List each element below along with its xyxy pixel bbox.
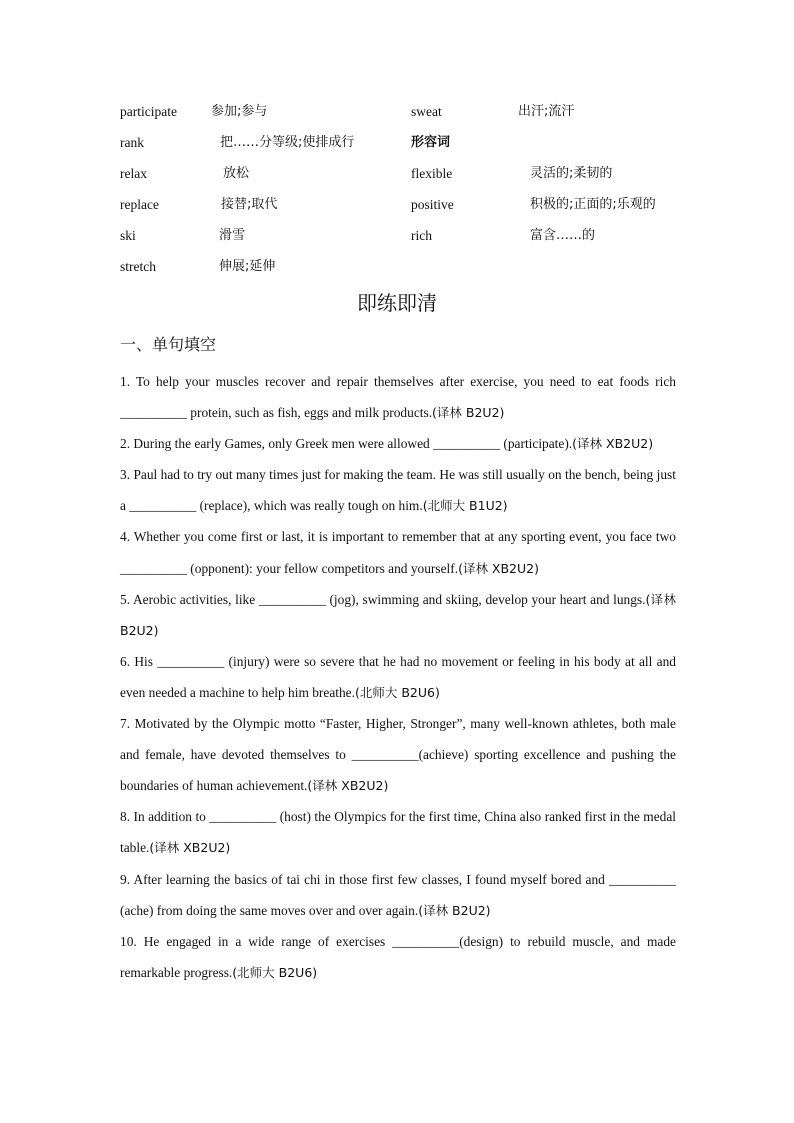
part-of-speech-label: 形容词 xyxy=(411,135,451,150)
vocab-meaning: 伸展;延伸 xyxy=(219,259,276,274)
vocab-word: stretch xyxy=(120,259,156,274)
question-text: 9. After learning the basics of tai chi in those first few classes, I found myself bored and __________ (ache) from doing the same moves over and over again. xyxy=(120,871,676,918)
vocab-word: rich xyxy=(411,228,432,243)
vocab-meaning: 滑雪 xyxy=(219,228,246,243)
part-title: 一、单句填空 xyxy=(120,335,217,354)
vocab-word: positive xyxy=(411,197,454,212)
question-source: (北师大 B1U2) xyxy=(422,498,508,514)
question-source: (译林 XB2U2) xyxy=(149,840,231,856)
question-text: 4. Whether you come first or last, it is important to remember that at any sporting event, you face two __________ (opponent): your fellow competitors and yourself. xyxy=(120,529,676,576)
question-item xyxy=(120,926,676,988)
question-text: 10. He engaged in a wide range of exercises __________(design) to rebuild muscle, and made remarkable progress. xyxy=(120,933,676,980)
question-item xyxy=(120,864,676,926)
question-source: (译林 XB2U2) xyxy=(458,560,539,576)
vocab-word: participate xyxy=(120,104,177,119)
vocab-word: flexible xyxy=(411,166,453,181)
vocab-meaning: 放松 xyxy=(223,166,250,181)
vocab-word: rank xyxy=(120,135,144,150)
question-item xyxy=(120,584,676,646)
question-item xyxy=(120,521,676,583)
question-item xyxy=(120,459,676,521)
vocab-meaning: 接替;取代 xyxy=(221,197,278,212)
vocab-word: relax xyxy=(120,166,147,181)
question-text: 8. In addition to __________ (host) the Olympics for the first time, China also ranked first in the medal table. xyxy=(120,809,676,856)
vocab-meaning: 把……分等级;使排成行 xyxy=(220,135,355,150)
vocab-meaning: 参加;参与 xyxy=(211,104,268,119)
vocab-word: ski xyxy=(120,228,136,243)
question-source: (北师大 B2U6) xyxy=(232,964,318,980)
question-item xyxy=(120,646,676,708)
question-item xyxy=(120,708,676,801)
question-source: (译林 B2U2) xyxy=(120,591,676,638)
vocab-meaning: 出汗;流汗 xyxy=(518,104,575,119)
vocab-row xyxy=(120,251,700,282)
question-item xyxy=(120,428,676,459)
vocab-row xyxy=(120,96,700,127)
vocab-row xyxy=(120,220,700,251)
question-text: 7. Motivated by the Olympic motto “Faster, Higher, Stronger”, many well-known athletes, both male and female, have devoted themselves to __________(achieve) sporting excellence and pushing the boundaries of human achievement. xyxy=(120,716,676,794)
question-source: (译林 XB2U2) xyxy=(572,436,654,452)
vocab-row xyxy=(120,127,700,158)
vocab-word: sweat xyxy=(411,104,442,119)
question-text: 1. To help your muscles recover and repair themselves after exercise, you need to eat foods rich __________ protein, such as fish, eggs and milk products. xyxy=(120,374,676,421)
question-item xyxy=(120,366,676,428)
question-source: (北师大 B2U6) xyxy=(354,684,440,700)
vocabulary-table xyxy=(120,96,700,282)
question-source: (译林 XB2U2) xyxy=(307,778,389,794)
vocab-word: replace xyxy=(120,197,159,212)
question-source: (译林 B2U2) xyxy=(418,902,491,918)
question-list xyxy=(120,366,676,988)
question-text: 2. During the early Games, only Greek men were allowed __________ (participate). xyxy=(120,436,573,452)
section-title: 即练即清 xyxy=(357,291,437,315)
vocab-meaning: 积极的;正面的;乐观的 xyxy=(530,197,656,212)
question-text: 5. Aerobic activities, like __________ (jog), swimming and skiing, develop your heart and lungs. xyxy=(120,591,646,607)
question-source: (译林 B2U2) xyxy=(432,405,505,421)
vocab-row xyxy=(120,189,700,220)
question-text: 3. Paul had to try out many times just for making the team. He was still usually on the bench, being just a __________ (replace), which was really tough on him. xyxy=(120,467,676,514)
vocab-meaning: 灵活的;柔韧的 xyxy=(530,166,613,181)
vocab-meaning: 富含……的 xyxy=(530,228,596,243)
vocab-row xyxy=(120,158,700,189)
question-text: 6. His __________ (injury) were so severe that he had no movement or feeling in his body at all and even needed a machine to help him breathe. xyxy=(120,653,676,700)
question-item xyxy=(120,801,676,863)
